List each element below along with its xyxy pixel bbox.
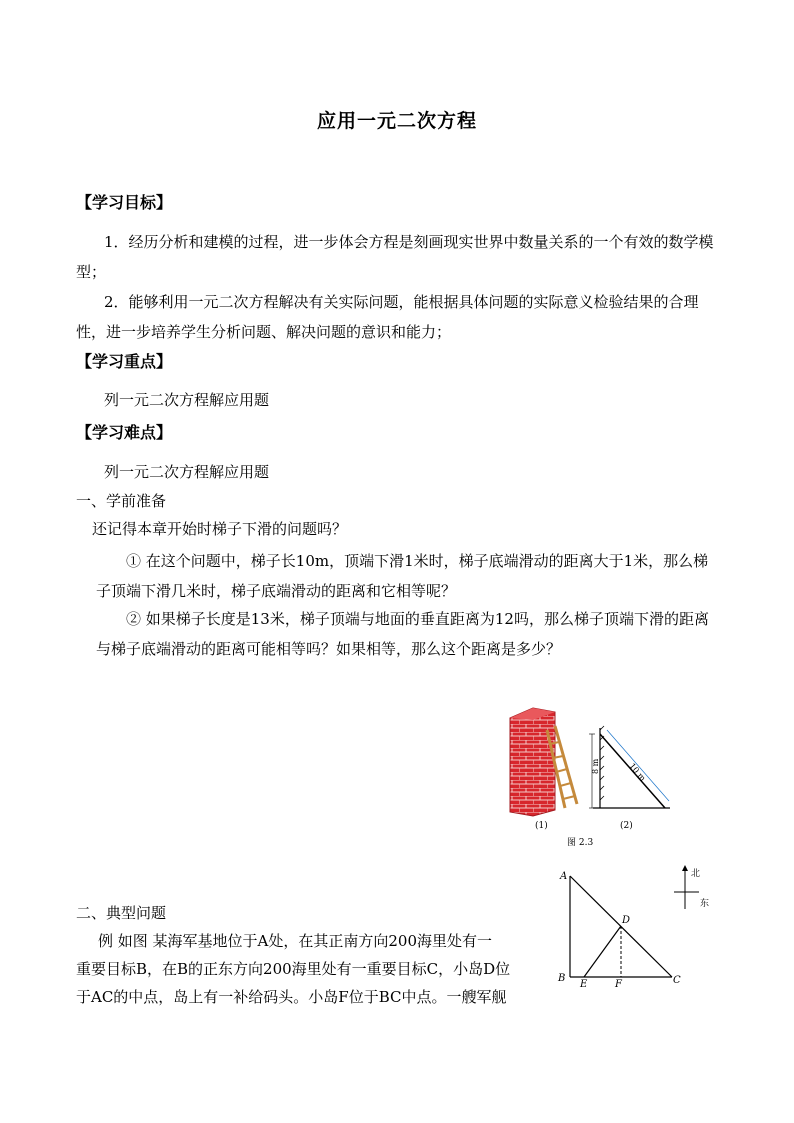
triangle-abc	[570, 876, 672, 977]
point-d-label: D	[622, 915, 631, 926]
part2-heading: 二、典型问题	[76, 904, 167, 922]
ladder-figure	[505, 700, 680, 848]
brick-wall-illustration	[510, 708, 577, 816]
focus-heading: 【学习重点】	[76, 352, 173, 371]
objectives-heading: 【学习目标】	[76, 193, 173, 212]
point-b-label: B	[558, 973, 566, 984]
page-title: 应用一元二次方程	[316, 110, 477, 132]
figure-caption: 图 2.3	[567, 838, 594, 848]
question-1: ① 在这个问题中，梯子长10m，顶端下滑1米时，梯子底端滑动的距离大于1米，那么梯子顶端下滑几米时，梯子底端滑动的距离和它相等呢？	[96, 552, 709, 600]
figure-label-1: (1)	[535, 821, 548, 831]
compass-east-label: 东	[700, 899, 710, 909]
part1-intro: 还记得本章开始时梯子下滑的问题吗？	[92, 520, 348, 538]
example-line-1: 例 如图 某海军基地位于A处，在其正南方向200海里处有一	[98, 932, 493, 950]
point-f-label: F	[615, 979, 622, 990]
point-c-label: C	[673, 975, 681, 986]
height-label: 8 m	[591, 758, 600, 774]
right-triangle-diagram	[589, 726, 670, 808]
compass-icon	[674, 865, 709, 909]
example-line-3: 于AC的中点，岛上有一补给码头。小岛F位于BC中点。一艘军舰	[76, 988, 507, 1006]
difficulty-text: 列一元二次方程解应用题	[104, 463, 270, 481]
figure-label-2: (2)	[620, 821, 633, 831]
example-line-2: 重要目标B，在B的正东方向200海里处有一重要目标C，小岛D位	[76, 960, 511, 978]
point-a-label: A	[560, 871, 568, 882]
question-2: ② 如果梯子长度是13米，梯子顶端与地面的垂直距离为12吗，那么梯子顶端下滑的距离与梯子底端滑动的距离可能相等吗？如果相等，那么这个距离是多少？	[96, 610, 709, 658]
compass-north-label: 北	[691, 869, 701, 879]
point-e-label: E	[580, 979, 588, 990]
objective-2: 2．能够利用一元二次方程解决有关实际问题，能根据具体问题的实际意义检验结果的合理性，进一步培养学生分析问题、解决问题的意识和能力；	[76, 293, 699, 341]
difficulty-heading: 【学习难点】	[76, 423, 173, 442]
part1-heading: 一、学前准备	[76, 492, 167, 510]
focus-text: 列一元二次方程解应用题	[104, 391, 270, 409]
geometry-figure	[552, 862, 722, 992]
ladder-length-label: 10 m	[627, 761, 648, 783]
objective-1: 1．经历分析和建模的过程，进一步体会方程是刻画现实世界中数量关系的一个有效的数学模型；	[76, 233, 714, 281]
